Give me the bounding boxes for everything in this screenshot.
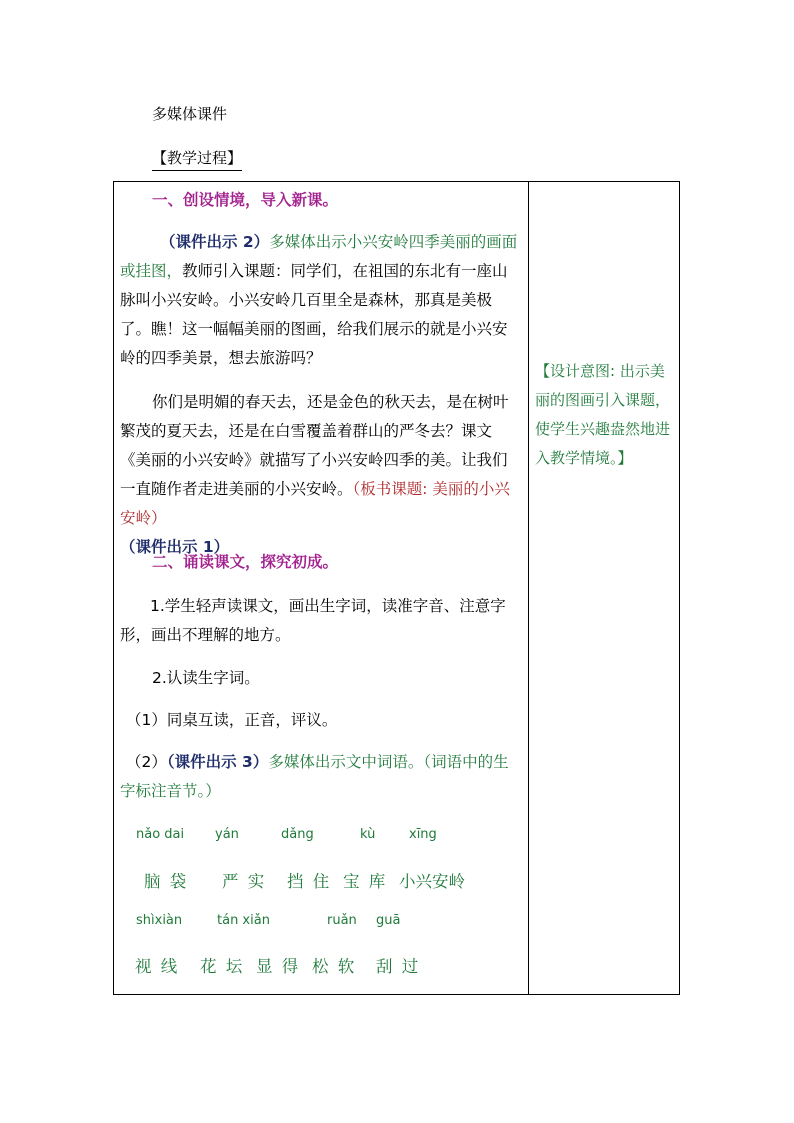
sub2-number: （2） — [126, 753, 167, 771]
vocab-word: 挡 住 — [287, 872, 332, 891]
pinyin: dǎng — [281, 827, 314, 842]
pinyin: kù — [360, 827, 376, 842]
sub2-text: 多媒体出示文中词语。（词语中的生字标注音节。） — [120, 753, 509, 800]
design-cell — [529, 182, 680, 994]
section-label: 【教学过程】 — [152, 147, 242, 171]
paragraph-2 — [120, 388, 520, 562]
pinyin: nǎo dai — [136, 827, 185, 842]
design-intent: 【设计意图: 出示美丽的图画引入课题，使学生兴趣盎然地进入教学情境。】 — [535, 362, 671, 467]
vocab-word: 花 坛 — [200, 957, 245, 976]
item-1: 1.学生轻声读课文，画出生字词，读准字音、注意字形，画出不理解的地方。 — [120, 597, 506, 644]
teaching-tools: 多媒体课件 — [152, 105, 228, 123]
vocab-word: 显 得 — [256, 957, 301, 976]
pinyin: ruǎn — [327, 913, 357, 928]
step1-title: 一、创设情境，导入新课。 — [152, 191, 339, 209]
courseware-tag-3: （课件出示 3） — [166, 753, 269, 771]
vocab-word: 小兴安岭 — [399, 872, 465, 891]
courseware-tag-1: （课件出示 1） — [120, 538, 230, 556]
board-title: （板书课题: 美丽的小兴安岭） — [120, 480, 510, 527]
p2-text: 你们是明媚的春天去，还是金色的秋天去，是在树叶繁茂的夏天去，还是在白雪覆盖着群山的严冬去？课文《美丽的小兴安岭》就描写了小兴安岭四季的美。让我们一直随作者走进美丽的小兴安岭。 — [120, 393, 509, 498]
courseware-tag-2: （课件出示 2） — [160, 233, 270, 251]
step2-title: 二、诵读课文，探究初成。 — [152, 553, 339, 571]
vocab-word: 脑 袋 — [144, 872, 189, 891]
item-2: 2.认读生字词。 — [152, 669, 260, 687]
vocab-word: 宝 库 — [343, 872, 388, 891]
p1-rest: 教师引入课题：同学们，在祖国的东北有一座山脉叫小兴安岭。小兴安岭几百里全是森林，那真是美极了。瞧！这一幅幅美丽的图画，给我们展示的就是小兴安岭的四季美景，想去旅游吗？ — [120, 262, 508, 367]
paragraph-1 — [120, 228, 520, 373]
p1-highlight: 多媒体出示小兴安岭四季美丽的画面或挂图， — [120, 233, 518, 280]
sub-item-1: （1）同桌互读，正音，评议。 — [126, 711, 338, 729]
pinyin: shìxiàn — [136, 913, 183, 928]
vocab-word: 严 实 — [222, 872, 267, 891]
pinyin: xīng — [409, 827, 437, 842]
vocab-word: 刮 过 — [376, 957, 421, 976]
pinyin: yán — [215, 827, 239, 842]
pinyin: tán xiǎn — [217, 913, 270, 928]
vocab-word: 视 线 — [135, 957, 180, 976]
pinyin: guā — [376, 913, 401, 928]
vocab-word: 松 软 — [312, 957, 357, 976]
sub-item-2 — [120, 748, 520, 806]
process-cell — [114, 182, 528, 994]
lesson-table — [113, 181, 680, 995]
